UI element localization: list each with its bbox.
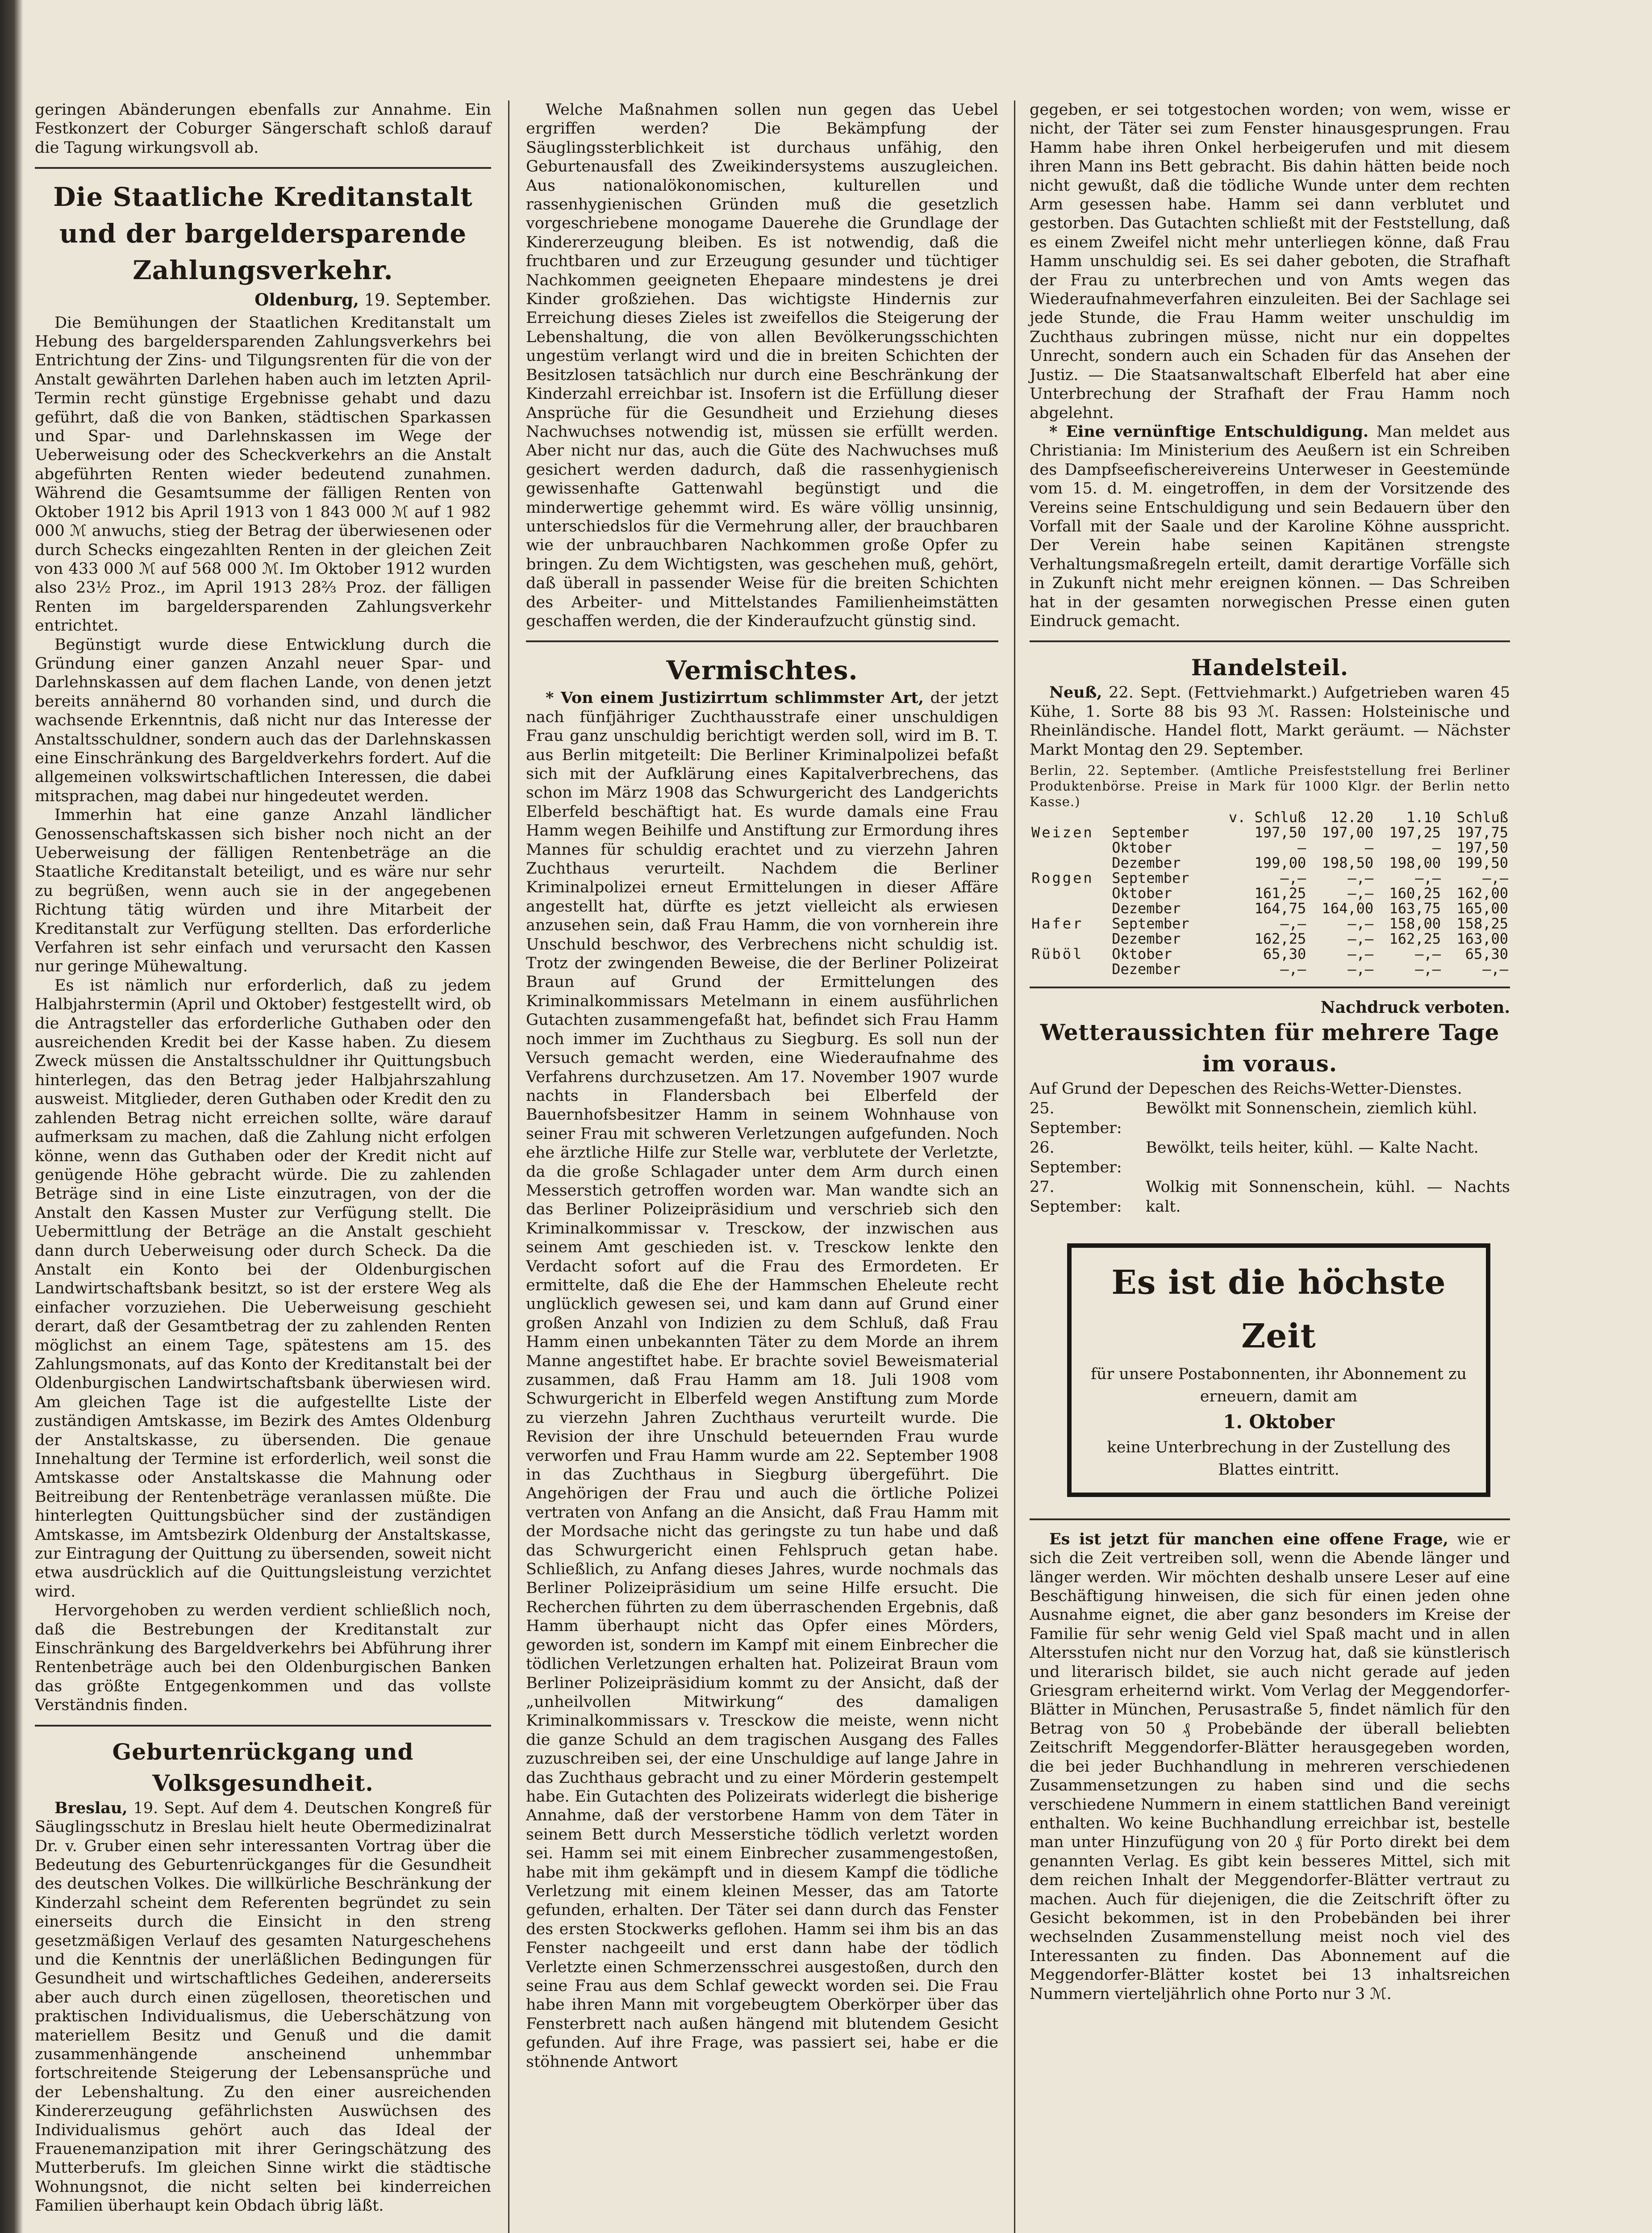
ad-line: keine Unterbrechung in der Zustellung des Blattes eintritt. (1107, 1438, 1451, 1479)
misc-article-lead: * Von einem Justizirrtum schlimmster Art, (546, 689, 924, 707)
price-col-header: Schluß (1456, 809, 1508, 826)
meggendorfer-lead: Es ist jetzt für manchen eine offene Frage, (1049, 1530, 1448, 1548)
trade-neuss-text: 22. Sept. (Fettviehmarkt.) Aufgetrieben waren 45 Kühe, 1. Sorte 88 bis 93 ℳ. Rassen: Holsteinische und Rheinländische. Handel flott, Markt geräumt. — Nächster Markt Montag den 29. September. (1030, 684, 1510, 759)
price-value: —,— (1347, 885, 1374, 902)
price-value: 158,25 (1456, 915, 1508, 932)
weather-forecast-day (1030, 1099, 1510, 1138)
price-row (1030, 840, 1510, 855)
reprint-notice: Nachdruck verboten. (1320, 998, 1510, 1017)
section-divider (526, 640, 998, 642)
page-binding-edge (0, 0, 23, 2233)
price-row (1030, 946, 1510, 962)
price-month: September (1112, 870, 1189, 887)
berlin-price-intro: Berlin, 22. September. (Amtliche Preisfeststellung frei Berliner Produktenbörse. Preise in Mark für 1000 Klgr. der Berlin netto Kasse.) (1030, 763, 1510, 809)
price-value: —,— (1280, 915, 1306, 932)
article-dateline (35, 290, 491, 309)
price-value: —,— (1415, 961, 1441, 978)
price-row (1030, 901, 1510, 916)
commodity-label (1030, 931, 1110, 946)
price-value: 163,00 (1456, 930, 1508, 947)
forecast-date: 25. September: (1030, 1099, 1122, 1137)
price-value: —,— (1415, 945, 1441, 962)
price-row (1030, 916, 1510, 931)
price-value: 197,75 (1456, 824, 1508, 841)
weather-section (1030, 998, 1510, 1217)
price-value: —,— (1347, 915, 1374, 932)
price-col-header: v. Schluß (1228, 809, 1306, 826)
price-month: Dezember (1112, 854, 1181, 871)
price-row (1030, 870, 1510, 886)
commodity-label (1030, 886, 1110, 901)
dateline-place: Oldenburg, (254, 290, 359, 310)
article-paragraph: Es ist nämlich nur erforderlich, daß zu jedem Halbjahrstermin (April und Oktober) festgestellt wird, ob die Antragsteller das erforderliche Guthaben oder den ausreichenden Kredit bei der Kasse haben. Zu diesem Zweck müssen die Anstaltsschuldner ihr Quittungsbuch hinterlegen, das den Betrag jeder Halbjahrszahlung ausweist. Mitglieder, deren Guthaben oder Kredit den zu zahlenden Betrag nicht erreichen sollte, wäre darauf aufmerksam zu machen, daß die Zahlung nicht erfolgen könne, wenn das Guthaben oder der Kredit nicht auf genügende Höhe gebracht würde. Die zu zahlenden Beträge sind in eine Liste einzutragen, von der die Anstalt den Kassen Muster zur Verfügung stellt. Die Uebermittlung der Beträge an die Anstalt geschieht dann durch Ueberweisung oder durch Scheck. Da die Anstalt ein Konto bei der Oldenburgischen Landwirtschaftsbank besitzt, so ist der erstere Weg als einfacher vorzuziehen. Die Ueberweisung geschieht derart, daß der Gesamtbetrag der zu zahlenden Renten möglichst an einem Tage, spätestens am 15. des Zahlungsmonats, auf das Konto der Kreditanstalt bei der Oldenburgischen Landwirtschaftsbank überwiesen wird. Am gleichen Tage ist die aufgestellte Liste der zuständigen Amtskasse, im Bezirk des Amtes Oldenburg der Anstaltskasse, zu übersenden. Die genaue Innehaltung der Termine ist erforderlich, weil sonst die Amtskasse oder Anstaltskasse die Mahnung oder Beitreibung der Rentenbeträge veranlassen müßte. Die hinterlegten Quittungsbücher sind der zuständigen Amtskasse, im Amtsbezirk Oldenburg der Anstaltskasse, zur Eintragung der Quittung zu übersenden, soweit nicht etwa ausdrücklich auf die Quittungsleistung verzichtet wird. (35, 976, 491, 1601)
price-month: Dezember (1112, 930, 1181, 947)
article-heading: Geburtenrückgang und Volksgesundheit. (112, 1738, 414, 1796)
price-value: 165,00 (1456, 900, 1508, 917)
price-value: 162,00 (1456, 885, 1508, 902)
price-month: Oktober (1112, 945, 1172, 962)
price-value: —,— (1482, 961, 1508, 978)
price-value: — (1364, 839, 1374, 856)
commodity-label (1030, 962, 1110, 977)
weather-source: Auf Grund der Depeschen des Reichs-Wetter-Dienstes. (1030, 1080, 1462, 1098)
price-value: 197,50 (1254, 824, 1306, 841)
forecast-text: Wolkig mit Sonnenschein, kühl. — Nachts kalt. (1146, 1178, 1510, 1216)
commodity-label (1030, 840, 1110, 855)
price-value: —,— (1482, 870, 1508, 887)
article-continuation: gegeben, er sei totgestochen worden; von wem, wisse er nicht, der Täter sei zum Fenster hinausgesprungen. Frau Hamm habe ihren Onkel herbeigerufen und mit diesem ihren Mann ins Bett gebracht. Bis dahin hätten beide noch nicht gewußt, daß die tödliche Wunde unter dem rechten Arm gesessen habe. Hamm sei dann verblutet und gestorben. Das Gutachten schließt mit der Feststellung, daß es einem Zweifel nicht mehr unterliegen könne, daß Frau Hamm unschuldig sei. Es sei daher geboten, die Strafhaft der Frau zu unterbrechen und von Amts wegen das Wiederaufnahmeverfahren einzuleiten. Bei der Sachlage sei jede Stunde, die Frau Hamm weiter unschuldig im Zuchthaus zubringen müsse, nicht nur ein doppeltes Unrecht, sondern auch ein Schaden für das Ansehen der Justiz. — Die Staatsanwaltschaft Elberfeld hat aber eine Unterbrechung der Strafhaft der Frau Hamm noch abgelehnt. (1030, 101, 1510, 422)
price-month: Dezember (1112, 961, 1181, 978)
weather-heading: Wetteraussichten für mehrere Tage im voraus. (1040, 1019, 1500, 1077)
price-value: 164,75 (1254, 900, 1306, 917)
price-value: — (1297, 839, 1306, 856)
price-value: —,— (1347, 870, 1374, 887)
price-value: —,— (1415, 870, 1441, 887)
section-divider (35, 167, 491, 169)
price-row (1030, 855, 1510, 870)
article-heading (35, 179, 491, 289)
price-value: —,— (1347, 930, 1374, 947)
article-paragraph (35, 1799, 491, 2216)
dateline-date: 19. September. (364, 290, 491, 310)
trade-neuss (1030, 683, 1510, 759)
price-value: 198,00 (1389, 854, 1441, 871)
section-divider (1030, 1518, 1510, 1520)
commodity-label (1030, 901, 1110, 916)
price-month: September (1112, 824, 1189, 841)
article-paragraph: Die Bemühungen der Staatlichen Kreditanstalt um Hebung des bargeldersparenden Zahlungsverkehrs bei Entrichtung der Zins- und Tilgungsrenten für die von der Anstalt gewährten Darlehen haben auch im letzten April-Termin recht günstige Ergebnisse gehabt und dazu geführt, daß die von Banken, städtischen Sparkassen und Spar- und Darlehnskassen im Wege der Ueberweisung oder des Scheckverkehrs an die Anstalt abgeführten Renten wieder bedeutend zunahmen. Während die Gesamtsumme der fälligen Renten von Oktober 1912 bis April 1913 von 1 843 000 ℳ auf 1 982 000 ℳ anwuchs, stieg der Betrag der überwiesenen oder durch Schecks eingezahlten Renten in der gleichen Zeit von 433 000 ℳ auf 568 000 ℳ. Im Oktober 1912 wurden also 23½ Proz., im April 1913 28⅔ Proz. der fälligen Renten im bargeldersparenden Zahlungsverkehr entrichtet. (35, 314, 491, 635)
article-dateline: Breslau, (54, 1798, 128, 1817)
weather-forecast-day (1030, 1138, 1510, 1177)
price-row (1030, 886, 1510, 901)
article-heading-line: und der bargeldersparende Zahlungsverkehr. (59, 218, 467, 286)
price-month: Oktober (1112, 839, 1172, 856)
price-value: 162,25 (1389, 930, 1441, 947)
ad-line: für unsere Postabonnenten, ihr Abonnement zu erneuern, damit am (1091, 1365, 1467, 1405)
commodity-label: Rüböl (1031, 945, 1084, 962)
column-3 (1030, 100, 1510, 2003)
price-value: 160,25 (1389, 885, 1441, 902)
article-paragraph: Immerhin hat eine ganze Anzahl ländlicher Genossenschaftskassen sich bisher noch nicht an der Ueberweisung der fälligen Rentenbeträge an die Staatliche Kreditanstalt beteiligt, und es wäre nur sehr zu begrüßen, wenn auch sie in der angegebenen Richtung tätig würden und ihre Mitarbeit der Kreditanstalt zur Verfügung stellten. Das erforderliche Verfahren ist sehr einfach und verursacht den Kassen nur geringe Mühewaltung. (35, 806, 491, 976)
subscription-advertisement (1067, 1243, 1490, 1497)
price-value: 65,30 (1263, 945, 1306, 962)
ad-date: 1. Oktober (1223, 1410, 1335, 1433)
misc-article (526, 689, 998, 2071)
commodity-label: Weizen (1031, 824, 1094, 841)
column-2 (526, 100, 998, 2071)
excuse-article-lead: * Eine vernünftige Entschuldigung. (1049, 422, 1369, 441)
excuse-article-text: Man meldet aus Christiania: Im Ministerium des Aeußern ist ein Schreiben des Dampfseefischereivereins Unterweser in Geestemünde vom 15. d. M. eingetroffen, in dem der Vorsitzende des Vereins seine Entschuldigung und sein Bedauern über den Vorfall mit der Saale und der Karoline Köhne ausspricht. Der Verein habe seinen Kapitänen strengste Verhaltungsmaßregeln erteilt, damit derartige Vorfälle sich in Zukunft nicht mehr ereignen können. — Das Schreiben hat in der gesamten norwegischen Presse einen guten Eindruck gemacht. (1030, 422, 1510, 630)
price-table-header (1030, 810, 1510, 825)
price-value: 199,00 (1254, 854, 1306, 871)
price-value: 197,25 (1389, 824, 1441, 841)
trade-section (1030, 652, 1510, 977)
section-divider (35, 1725, 491, 1727)
article-continuation: Welche Maßnahmen sollen nun gegen das Uebel ergriffen werden? Die Bekämpfung der Säuglingssterblichkeit ist durchaus unfähig, den Geburtenausfall des Zweikindersystems auszugleichen. Aus nationalökonomischen, kulturellen und rassenhygienischen Gründen muß die gesetzlich vorgeschriebene monogame Dauerehe die Grundlage der Kindererzeugung bleiben. Es ist notwendig, daß die fruchtbaren und zur Erzeugung gesunder und tüchtiger Nachkommen geeigneten Ehepaare mindestens je drei Kinder großziehen. Das wichtigste Hindernis zur Erreichung dieses Zieles ist zweifellos die Steigerung der Lebenshaltung, die von allen Bevölkerungsschichten ungestüm verlangt wird und die in breiten Schichten der Besitzlosen tatsächlich nur durch eine Beschränkung der Kinderzahl erreichbar ist. Insofern ist die Erfüllung dieser Ansprüche für die Gesundheit und Erziehung dieses Nachwuchses notwendig ist, müssen sie erfüllt werden. Aber nicht nur das, auch die Güte des Nachwuchses muß gesichert werden dadurch, daß die rassenhygienisch gewissenhafte Gattenwahl begünstigt und die minderwertige gehemmt wird. Es wäre völlig unsinnig, unterschiedslos für die Vermehrung aller, der brauchbaren wie der unbrauchbaren Nachkommen große Opfer zu bringen. Zu dem Wichtigsten, was geschehen muß, gehört, daß überall in passender Weise für die breiten Schichten des Arbeiter- und Mittelstandes Familienheimstätten geschaffen werden, die der Kinderaufzucht günstig sind. (526, 101, 998, 630)
article-text: 19. Sept. Auf dem 4. Deutschen Kongreß für Säuglingsschutz in Breslau hielt heute Obermedizinalrat Dr. v. Gruber einen sehr interessanten Vortrag über die Bedeutung des Geburtenrückganges für die Gesundheit des deutschen Volkes. Die willkürliche Beschränkung der Kinderzahl scheint dem Referenten begründet zu sein einerseits durch die Einsicht in den streng gesetzmäßigen Verlauf des gesamten Naturgeschehens und die Kenntnis der unerläßlichen Bedingungen für Gesundheit und wirtschaftliches Gedeihen, andererseits aber auch durch einen zügellosen, theoretischen und praktischen Individualismus, die Ueberschätzung von materiellem Besitz und Genuß und die damit zusammenhängende anscheinend unhemmbar fortschreitende Steigerung der Lebensansprüche und der Lebenshaltung. Zu den einer ausreichenden Kindererzeugung gefährlichsten Auswüchsen des Individualismus gehört auch das Ideal der Frauenemanzipation mit ihrer Geringschätzung des Mutterberufs. Im gleichen Sinne wirkt die städtische Wohnungsnot, die nicht selten bei kinderreichen Familien überhaupt kein Obdach übrig läßt. (35, 1799, 491, 2215)
commodity-label: Roggen (1031, 870, 1094, 887)
price-value: —,— (1280, 961, 1306, 978)
article-kreditanstalt (35, 179, 491, 1714)
commodity-label (1030, 855, 1110, 870)
price-value: 161,25 (1254, 885, 1306, 902)
forecast-date: 26. September: (1030, 1138, 1122, 1176)
price-value: 163,75 (1389, 900, 1441, 917)
price-value: 199,50 (1456, 854, 1508, 871)
price-value: 158,00 (1389, 915, 1441, 932)
article-paragraph: Begünstigt wurde diese Entwicklung durch die Gründung einer ganzen Anzahl neuer Spar- und Darlehnskassen auf dem flachen Lande, von denen jetzt bereits annähernd 80 vorhanden sind, und durch die wachsende Erkenntnis, daß nicht nur das Interesse der Anstaltsschuldner, sondern auch das der Darlehnskassen eine Einschränkung des Bargeldverkehrs fordert. Auf die allgemeinen volkswirtschaftlichen Interessen, die dabei mitsprachen, mag dabei nur hingedeutet werden. (35, 636, 491, 805)
ad-title: Es ist die höchste Zeit (1111, 1263, 1446, 1355)
price-value: 197,50 (1456, 839, 1508, 856)
price-value: 65,30 (1465, 945, 1508, 962)
section-divider (1030, 640, 1510, 642)
commodity-label: Hafer (1031, 915, 1084, 932)
weather-forecast-day (1030, 1177, 1510, 1217)
price-row (1030, 825, 1510, 840)
section-divider (1030, 987, 1510, 988)
price-value: 164,00 (1322, 900, 1374, 917)
price-value: 197,00 (1322, 824, 1374, 841)
article-paragraph: Hervorgehoben zu werden verdient schließlich noch, daß die Bestrebungen der Kreditanstalt zur Einschränkung des Bargeldverkehrs bei Abführung ihrer Rentenbeträge auch bei den Oldenburgischen Banken das größte Entgegenkommen und das vollste Verständnis finden. (35, 1602, 491, 1714)
price-row (1030, 931, 1510, 946)
price-row (1030, 962, 1510, 977)
column-1 (35, 100, 491, 2216)
price-value: —,— (1347, 961, 1374, 978)
article-heading-line: Die Staatliche Kreditanstalt (53, 182, 473, 213)
forecast-date: 27. September: (1030, 1178, 1122, 1216)
price-value: 198,50 (1322, 854, 1374, 871)
price-table (1030, 810, 1510, 977)
price-value: — (1432, 839, 1441, 856)
forecast-text: Bewölkt, teils heiter, kühl. — Kalte Nacht. (1146, 1138, 1479, 1157)
article-geburtenrueckgang (35, 1736, 491, 2216)
intro-text: geringen Abänderungen ebenfalls zur Annahme. Ein Festkonzert der Coburger Sängerschaft schloß darauf die Tagung wirkungsvoll ab. (35, 101, 491, 157)
excuse-article (1030, 422, 1510, 631)
price-col-header: 1.10 (1406, 809, 1441, 826)
meggendorfer-notice (1030, 1530, 1510, 2003)
forecast-text: Bewölkt mit Sonnenschein, ziemlich kühl. (1146, 1099, 1477, 1117)
column-rule (1014, 100, 1015, 2233)
price-value: —,— (1280, 870, 1306, 887)
price-month: Dezember (1112, 900, 1181, 917)
misc-article-text: der jetzt nach fünfjähriger Zuchthausstrafe einer unschuldigen Frau ganz unschuldig berichtigt werden soll, wird im B. T. aus Berlin mitgeteilt: Die Berliner Kriminalpolizei befaßt sich mit der Aufklärung eines Kapitalverbrechens, das schon im März 1908 das Schwurgericht des Landgerichts Elberfeld beschäftigt hat. Es wurde damals eine Frau Hamm wegen Beihilfe und Anstiftung zur Ermordung ihres Mannes für schuldig erachtet und zu vierzehn Jahren Zuchthaus verurteilt. Nachdem die Berliner Kriminalpolizei erneut Ermittelungen in dieser Affäre angestellt hat, dürfte es jetzt vielleicht als erwiesen anzusehen sein, daß Frau Hamm, die von vornherein ihre Unschuld beschwor, des Verbrechens nicht schuldig ist. Trotz der zwingenden Beweise, die der Berliner Polizeirat Braun auf Grund der Ermittelungen des Kriminalkommissars Metelmann in einem ausführlichen Gutachten zusammengefaßt hat, befindet sich Frau Hamm noch immer im Zuchthaus zu Siegburg. Es soll nun der Versuch gemacht werden, eine Wiederaufnahme des Verfahrens durchzusetzen. Am 17. November 1907 wurde nachts in Flandersbach bei Elberfeld der Bauernhofsbesitzer Hamm in seinem Wohnhause von seiner Frau mit schweren Verletzungen aufgefunden. Noch ehe ärztliche Hilfe zur Stelle war, verblutete der Verletzte, da die große Schlagader unter dem Arm durch einen Messerstich getroffen worden war. Man wandte sich an das Berliner Polizeipräsidium und verschrieb sich den Kriminalkommissar v. Tresckow, der inzwischen aus seinem Amt geschieden ist. v. Tresckow lenkte den Verdacht sofort auf die Frau des Ermordeten. Er ermittelte, daß die Ehe der Hammschen Eheleute recht unglücklich gewesen sei, und kam dann auf Grund einer großen Anzahl von Indizien zu dem Schluß, daß Frau Hamm einen unbekannten Täter zu dem Morde an ihrem Manne angestiftet habe. Er brachte soviel Beweismaterial zusammen, daß Frau Hamm am 18. Juli 1908 vom Schwurgericht in Elberfeld wegen Anstiftung zum Morde zu vierzehn Jahren Zuchthaus verurteilt wurde. Die Revision der ihre Unschuld beteuernden Frau wurde verworfen und Frau Hamm wurde am 22. September 1908 in das Zuchthaus in Siegburg übergeführt. Die Angehörigen der Frau und auch die örtliche Polizei vertraten von Anfang an die Ansicht, daß Frau Hamm mit der Mordsache nicht das geringste zu tun habe und daß das Schwurgericht einen Fehlspruch getan habe. Schließlich, zu Anfang dieses Jahres, wurde nochmals das Berliner Polizeipräsidium um seine Hilfe ersucht. Die Recherchen führten zu dem überraschenden Ergebnis, daß Hamm überhaupt nicht das Opfer eines Mörders, geworden ist, sondern im Kampf mit einem Einbrecher die tödlichen Verletzungen erhalten hat. Polizeirat Braun vom Berliner Polizeipräsidium kommt zu der Ansicht, daß der „unheilvollen Mitwirkung“ des damaligen Kriminalkommissars v. Tresckow die meiste, wenn nicht die ganze Schuld an dem tragischen Ausgang des Falles zuzuschreiben sei, der eine Unschuldige auf lange Jahre in das Zuchthaus gebracht und zu einer Mörderin gestempelt habe. Ein Gutachten des Polizeirats widerlegt die bisherige Annahme, daß der verstorbene Hamm von dem Täter in seinem Bett durch Messerstiche tödlich verletzt worden sei. Hamm sei mit einem Einbrecher zusammengestoßen, habe mit ihm gekämpft und in diesem Kampf die tödliche Verletzung mit einem kleinen Messer, das am Tatorte gefunden, erhalten. Der Täter sei dann durch das Fenster des ersten Stockwerks geflohen. Hamm sei ihm bis an das Fenster nachgeeilt und erst dann habe der tödlich Verletzte einen Schmerzensschrei ausgestoßen, durch den seine Frau aus dem Schlaf geweckt worden sei. Die Frau habe ihren Mann mit vorgebeugtem Oberkörper über das Fensterbrett nach außen hängend mit blutendem Gesicht gefunden. Auf ihre Frage, was passiert sei, habe er die stöhnende Antwort (526, 689, 998, 2071)
price-month: Oktober (1112, 885, 1172, 902)
meggendorfer-text: wie er sich die Zeit vertreiben soll, wenn die Abende länger und länger werden. Wir möchten deshalb unsere Leser auf eine Beschäftigung hinweisen, die sich für einen jeden ohne Ausnahme eignet, die aber ganz besonders im Kreise der Familie für sehr wenig Geld viel Spaß macht und in allen Altersstufen nicht nur den Vorzug hat, daß sie künstlerisch und literarisch bildet, sie auch nicht gerade auf jeden Griesgram erheiternd wirkt. Vom Verlag der Meggendorfer-Blätter in München, Perusastraße 5, findet nämlich für den Betrag von 50 ₰ Probebände der überall beliebten Zeitschrift Meggendorfer-Blätter herausgegeben worden, die bei jeder Buchhandlung in mehreren verschiedenen Zusammensetzungen zu haben sind und die sechs verschiedene Nummern in einem stattlichen Band vereinigt enthalten. Wo keine Buchhandlung erreichbar ist, bestelle man unter Hinzufügung von 20 ₰ für Porto direkt bei dem genannten Verlag. Es gibt kein besseres Mittel, sich mit dem reichen Inhalt der Meggendorfer-Blätter vertraut zu machen. Auch für diejenigen, die die Zeitschrift öfter zu Gesicht bekommen, ist in den Probebänden bei ihrer wechselnden Zusammenstellung meist noch viel des Interessanten zu finden. Das Abonnement auf die Meggendorfer-Blätter kostet bei 13 inhaltsreichen Nummern vierteljährlich ohne Porto nur 3 ℳ. (1030, 1530, 1510, 2003)
price-value: 162,25 (1254, 930, 1306, 947)
section-heading-vermischtes: Vermischtes. (666, 655, 858, 686)
price-value: —,— (1347, 945, 1374, 962)
price-col-header: 12.20 (1330, 809, 1374, 826)
price-month: September (1112, 915, 1189, 932)
column-rule (508, 100, 509, 2233)
trade-neuss-lead: Neuß, (1049, 683, 1102, 702)
section-heading-handelsteil: Handelsteil. (1191, 654, 1349, 681)
